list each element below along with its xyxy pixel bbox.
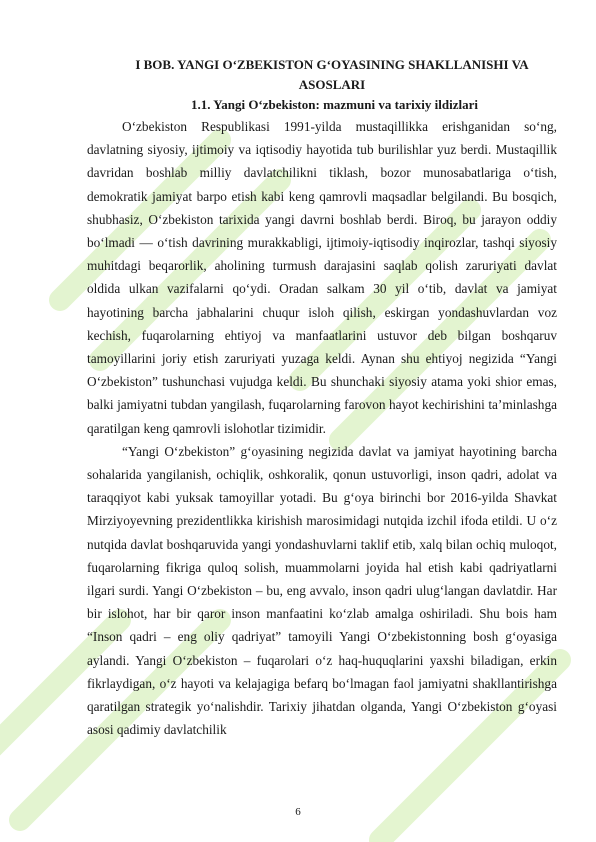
page-number: 6: [295, 806, 301, 818]
paragraph: O‘zbekiston Respublikasi 1991-yilda mustaqillikka erishganidan so‘ng, davlatning siyosiy, ijtimoiy va iqtisodiy hayotida tub burilishlar yuz berdi. Mustaqillik davridan boshlab milliy davlatchilikni tiklash, bozor munosabatlariga o‘tish, demokratik jamiyat barpo etish kabi keng qamrovli maqsadlar belgilandi. Bu bosqich, shubhasiz, O‘zbekiston tarixida yangi davrni boshlab berdi. Biroq, bu jarayon oddiy bo‘lmadi — o‘tish davrining murakkabligi, ijtimoiy-iqtisodiy inqirozlar, tashqi siyosiy muhitdagi beqarorlik, aholining turmush darajasini saqlab qolish zaruriyati davlat oldida ulkan vazifalarni qo‘ydi. Oradan salkam 30 yil o‘tib, davlat va jamiyat hayotining barcha jabhalarini chuqur isloh qilish, eskirgan yondashuvlardan voz kechish, fuqarolarning ehtiyoj va manfaatlarini ustuvor deb bilgan boshqaruv tamoyillarini joriy etish zaruriyati yuzaga keldi. Aynan shu ehtiyoj negizida “Yangi O‘zbekiston” tushunchasi vujudga keldi. Bu shunchaki siyosiy atama yoki shior emas, balki jamiyatni tubdan yangilash, fuqarolarning farovon hayot kechirishini ta’minlashga qaratilgan keng qamrovli islohotlar tizimidir.: [87, 119, 557, 436]
paragraph: “Yangi O‘zbekiston” g‘oyasining negizida davlat va jamiyat hayotining barcha sohalarida yangilanish, ochiqlik, oshkoralik, qonun ustuvorligi, inson qadri, adolat va taraqqiyot kabi yuksak tamoyillar yotadi. Bu g‘oya birinchi bor 2016-yilda Shavkat Mirziyoyevning prezidentlikka kirishish marosimidagi nutqida izchil ifoda etildi. U o‘z nutqida davlat boshqaruvida yangi yondashuvlarni taklif etib, xalq bilan ochiq muloqot, fuqarolarning fikriga quloq solish, muammolarni joyida hal etish kabi qadriyatlarni ilgari surdi. Yangi O‘zbekiston – bu, eng avvalo, inson qadri ulug‘langan davlatdir. Har bir islohot, har bir qaror inson manfaatini ko‘zlab amalga oshiriladi. Shu bois ham “Inson qadri – eng oliy qadriyat” tamoyili Yangi O‘zbekistonning bosh g‘oyasiga aylandi. Yangi O‘zbekiston – fuqarolari o‘z haq-huquqlarini yaxshi biladigan, erkin fikrlaydigan, o‘z hayoti va kelajagiga befarq bo‘lmagan faol jamiyatni shakllantirishga qaratilgan strategik yo‘nalishdir. Tarixiy jihatdan olganda, Yangi O‘zbekiston g‘oyasi asosi qadimiy davlatchilik: [87, 443, 557, 738]
section-title: 1.1. Yangi O‘zbekiston: mazmuni va tarixiy ildizlari: [191, 97, 478, 112]
page-content: [87, 55, 557, 741]
chapter-title: I BOB. YANGI O‘ZBEKISTON G‘OYASINING SHAKLLANISHI VA ASOSLARI: [135, 57, 529, 92]
